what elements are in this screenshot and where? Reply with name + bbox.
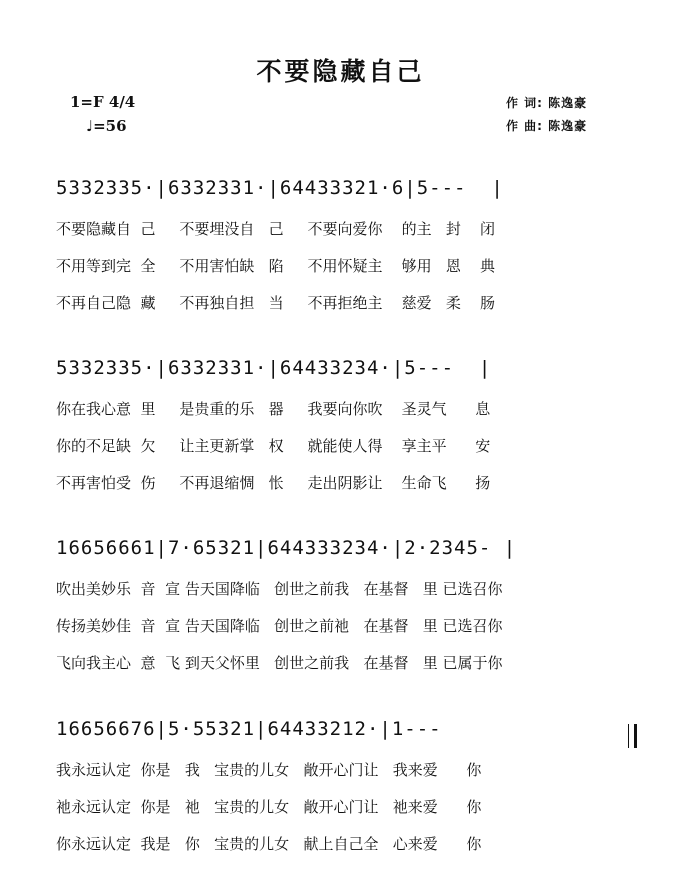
lyric-line [56,826,646,863]
lyric-line [56,428,646,465]
final-barline [634,724,637,748]
notation-text: 16656661|7·65321|644333234·|2·2345- | [56,537,517,559]
lyric-line [56,789,646,826]
lyric-text: 你在我心意 里 是贵重的乐 器 我要向你吹 圣灵气 息 [56,400,491,418]
composer-credit: 作 曲: 陈逸豪 [506,119,588,133]
lyric-text: 不再害怕受 伤 不再退缩惆 怅 走出阴影让 生命飞 扬 [56,474,491,492]
lyricist-credit: 作 词: 陈逸豪 [506,96,588,110]
notation-text: 5332335·|6332331·|64433234·|5--- | [56,357,492,379]
lyric-line [56,391,646,428]
lyric-line [56,752,646,789]
lyric-line [56,465,646,502]
lyric-text: 不要隐藏自 己 不要埋没自 己 不要向爱你 的主 封 闭 [56,220,495,238]
jianpu-notation-line [56,357,646,391]
tempo-marking [86,117,127,135]
lyric-text: 祂永远认定 你是 祂 宝贵的儿女 敞开心门让 祂来爱 你 [56,798,482,816]
lyric-text: 不再自己隐 藏 不再独自担 当 不再拒绝主 慈爱 柔 肠 [56,294,495,312]
lyric-line [56,211,646,248]
lyric-text: 我永远认定 你是 我 宝贵的儿女 敞开心门让 我来爱 你 [56,761,482,779]
verse-section-2 [56,357,646,502]
chorus-section-2 [56,718,646,863]
lyric-text: 吹出美妙乐 音 宣 告天国降临 创世之前我 在基督 里 已选召你 [56,580,503,598]
jianpu-notation-line [56,537,646,571]
lyric-text: 飞向我主心 意 飞 到天父怀里 创世之前我 在基督 里 已属于你 [56,654,503,672]
lyric-line [56,248,646,285]
key-time-signature: 1=F 4/4 [70,93,136,111]
song-title: 不要隐藏自己 [256,57,425,86]
jianpu-notation-line [56,177,646,211]
chorus-section-1 [56,537,646,682]
lyric-line [56,645,646,682]
lyric-text: 不用等到完 全 不用害怕缺 陷 不用怀疑主 够用 恩 典 [56,257,495,275]
final-barline-thin [628,724,629,748]
lyric-line [56,285,646,322]
notation-text: 5332335·|6332331·|64433321·6|5--- | [56,177,504,199]
tempo-text: ♩=56 [86,117,127,135]
lyric-line [56,571,646,608]
lyric-line [56,608,646,645]
verse-section-1 [56,177,646,322]
jianpu-notation-line [56,718,646,752]
lyric-text: 你永远认定 我是 你 宝贵的儿女 献上自己全 心来爱 你 [56,835,482,853]
lyric-text: 传扬美妙佳 音 宣 告天国降临 创世之前祂 在基督 里 已选召你 [56,617,503,635]
notation-text: 16656676|5·55321|64433212·|1--- [56,718,455,740]
lyric-text: 你的不足缺 欠 让主更新掌 权 就能使人得 享主平 安 [56,437,491,455]
